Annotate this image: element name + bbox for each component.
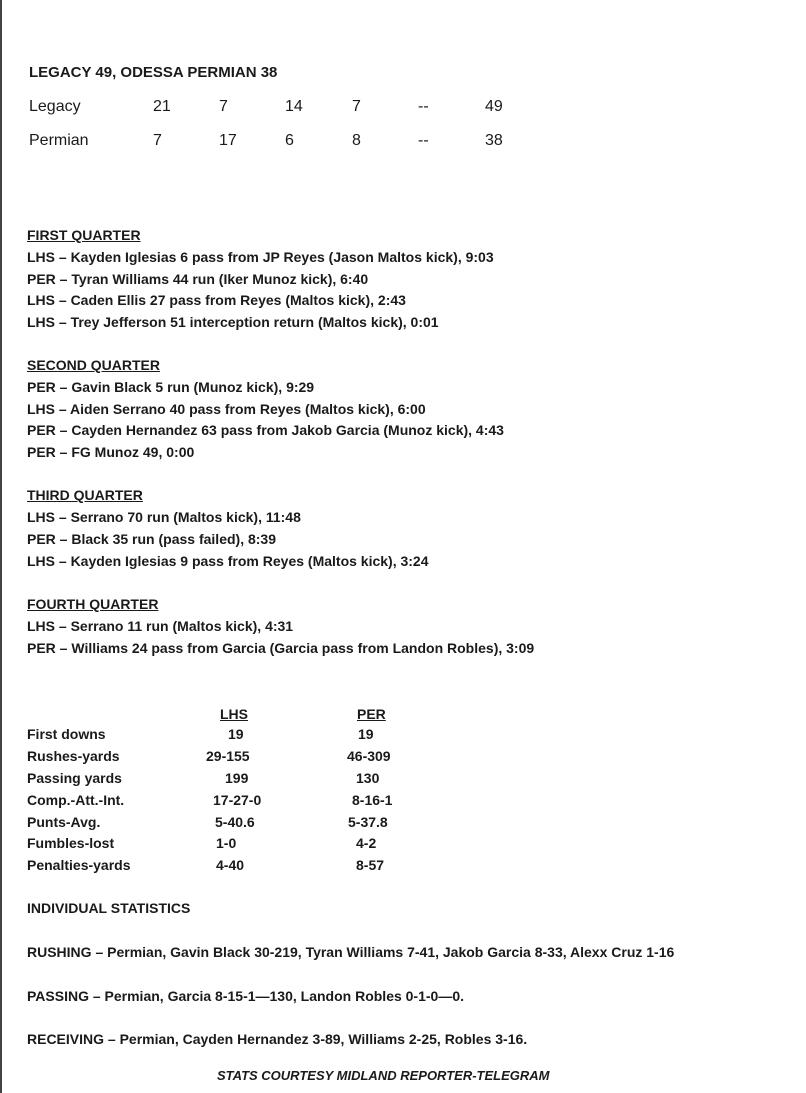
- stat-per: 8-16-1: [352, 792, 393, 808]
- stat-per: 5-37.8: [348, 814, 388, 830]
- passing-stats: PASSING – Permian, Garcia 8-15-1—130, Landon Robles 0-1-0—0.: [27, 988, 465, 1004]
- stat-label: Fumbles-lost: [27, 835, 115, 851]
- stat-lhs: 4-40: [216, 857, 245, 873]
- q1-score: 7: [153, 132, 162, 149]
- scoring-play: LHS – Kayden Iglesias 6 pass from JP Reyes (Jason Maltos kick), 9:03: [27, 249, 494, 265]
- team-stats-header-per: PER: [357, 706, 386, 722]
- stat-lhs: 1-0: [216, 835, 237, 851]
- scoring-play: LHS – Aiden Serrano 40 pass from Reyes (Maltos kick), 6:00: [27, 401, 426, 417]
- stat-per: 46-309: [347, 748, 391, 764]
- scoring-play: PER – FG Munoz 49, 0:00: [27, 444, 195, 460]
- quarter-heading: FIRST QUARTER: [27, 227, 141, 243]
- scoring-play: LHS – Caden Ellis 27 pass from Reyes (Maltos kick), 2:43: [27, 292, 406, 308]
- stat-lhs: 17-27-0: [213, 792, 262, 808]
- stat-lhs: 19: [228, 726, 244, 742]
- q3-score: 6: [285, 132, 294, 149]
- quarter-heading: THIRD QUARTER: [27, 487, 143, 503]
- stat-label: First downs: [27, 726, 106, 742]
- scoring-play: PER – Cayden Hernandez 63 pass from Jakob Garcia (Munoz kick), 4:43: [27, 422, 504, 438]
- quarter-heading: FOURTH QUARTER: [27, 596, 159, 612]
- scoring-play: PER – Tyran Williams 44 run (Iker Munoz kick), 6:40: [27, 271, 369, 287]
- stat-label: Punts-Avg.: [27, 814, 101, 830]
- scoring-play: PER – Black 35 run (pass failed), 8:39: [27, 531, 276, 547]
- scoring-play: LHS – Kayden Iglesias 9 pass from Reyes (Maltos kick), 3:24: [27, 553, 429, 569]
- quarter-heading: SECOND QUARTER: [27, 357, 161, 373]
- stat-lhs: 29-155: [206, 748, 250, 764]
- total-score: 38: [485, 132, 503, 149]
- stat-label: Comp.-Att.-Int.: [27, 792, 125, 808]
- stat-per: 8-57: [356, 857, 385, 873]
- total-score: 49: [485, 98, 503, 115]
- stat-per: 130: [356, 770, 380, 786]
- q4-score: 8: [352, 132, 361, 149]
- separator: --: [418, 98, 429, 115]
- q1-score: 21: [153, 98, 171, 115]
- stat-label: Passing yards: [27, 770, 122, 786]
- stats-credit: STATS COURTESY MIDLAND REPORTER-TELEGRAM: [217, 1068, 550, 1083]
- team-name: Legacy: [29, 98, 81, 115]
- scoring-play: PER – Gavin Black 5 run (Munoz kick), 9:29: [27, 379, 315, 395]
- q2-score: 7: [219, 98, 228, 115]
- page-left-border: [0, 0, 2, 1093]
- scoring-play: LHS – Serrano 11 run (Maltos kick), 4:31: [27, 618, 294, 634]
- separator: --: [418, 132, 429, 149]
- q4-score: 7: [352, 98, 361, 115]
- receiving-stats: RECEIVING – Permian, Cayden Hernandez 3-89, Williams 2-25, Robles 3-16.: [27, 1031, 528, 1047]
- q3-score: 14: [285, 98, 303, 115]
- scoring-play: LHS – Trey Jefferson 51 interception return (Maltos kick), 0:01: [27, 314, 439, 330]
- q2-score: 17: [219, 132, 237, 149]
- individual-stats-heading: INDIVIDUAL STATISTICS: [27, 900, 191, 916]
- game-title: LEGACY 49, ODESSA PERMIAN 38: [29, 64, 278, 81]
- rushing-stats: RUSHING – Permian, Gavin Black 30-219, Tyran Williams 7-41, Jakob Garcia 8-33, Alexx Cruz 1-16: [27, 944, 675, 960]
- stat-label: Penalties-yards: [27, 857, 131, 873]
- team-name: Permian: [29, 132, 89, 149]
- stat-lhs: 5-40.6: [215, 814, 255, 830]
- stat-lhs: 199: [225, 770, 249, 786]
- team-stats-header-lhs: LHS: [220, 706, 248, 722]
- stat-per: 4-2: [356, 835, 377, 851]
- scoring-play: PER – Williams 24 pass from Garcia (Garcia pass from Landon Robles), 3:09: [27, 640, 535, 656]
- stat-label: Rushes-yards: [27, 748, 120, 764]
- scoring-play: LHS – Serrano 70 run (Maltos kick), 11:48: [27, 509, 301, 525]
- stat-per: 19: [358, 726, 374, 742]
